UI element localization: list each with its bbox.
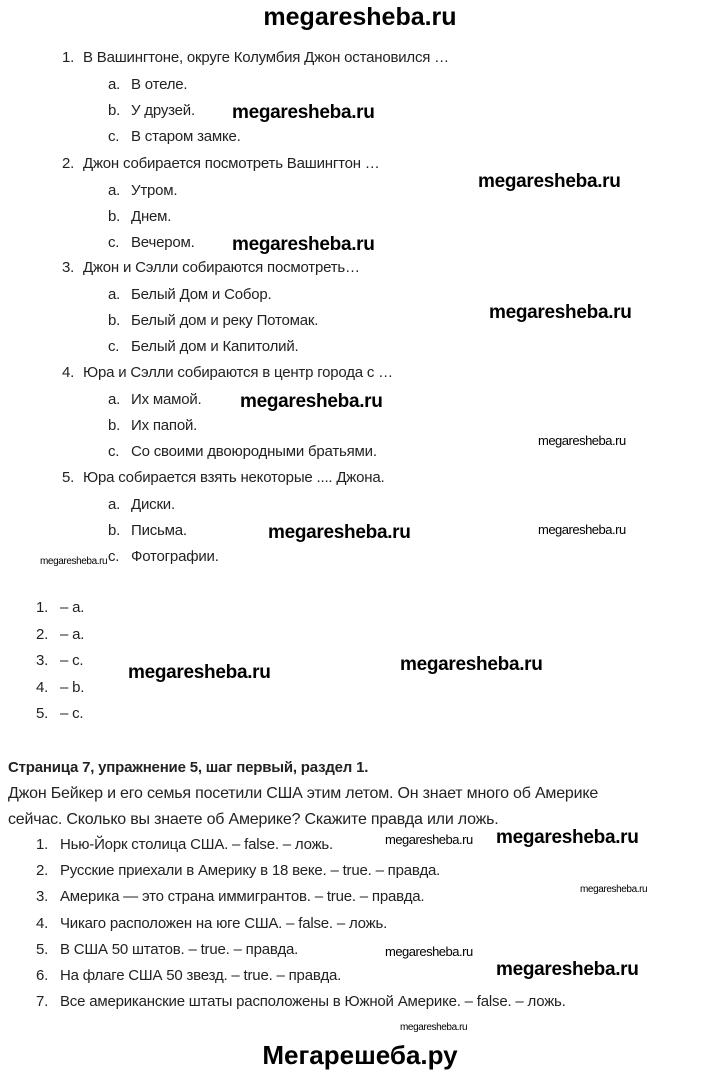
item-number: 6. bbox=[36, 967, 49, 984]
question-text: Юра собирается взять некоторые .... Джона. bbox=[83, 469, 385, 486]
option-letter: a. bbox=[108, 182, 121, 199]
answer-number: 4. bbox=[36, 678, 49, 696]
watermark-text: megaresheba.ru bbox=[538, 522, 626, 537]
option-text: Их мамой. bbox=[131, 391, 202, 408]
watermark-text: megaresheba.ru bbox=[538, 433, 626, 448]
option-text: Белый дом и Капитолий. bbox=[131, 338, 299, 355]
answer-text: – b. bbox=[60, 678, 85, 696]
answer-text: – a. bbox=[60, 599, 85, 616]
item-number: 5. bbox=[36, 940, 49, 958]
option-letter: b. bbox=[108, 208, 121, 225]
answer-text: – a. bbox=[60, 625, 85, 643]
watermark-text: megaresheba.ru bbox=[489, 302, 632, 323]
option-letter: c. bbox=[108, 548, 120, 565]
question-number: 5. bbox=[62, 469, 75, 486]
watermark-text: megaresheba.ru bbox=[40, 556, 108, 567]
option-text: Их папой. bbox=[131, 417, 198, 434]
option-text: Со своими двоюродными братьями. bbox=[131, 443, 377, 460]
question-text: Джон собирается посмотреть Вашингтон … bbox=[83, 155, 380, 172]
section-paragraph-line2: сейчас. Сколько вы знаете об Америке? Скажите правда или ложь. bbox=[8, 811, 499, 828]
watermark-text: megaresheba.ru bbox=[580, 884, 648, 895]
watermark-text: megaresheba.ru bbox=[496, 827, 639, 848]
option-text: Письма. bbox=[131, 522, 187, 539]
header-watermark: megaresheba.ru bbox=[263, 3, 457, 31]
watermark-text: megaresheba.ru bbox=[268, 522, 411, 543]
answer-number: 1. bbox=[36, 599, 49, 616]
option-letter: a. bbox=[108, 391, 121, 408]
answer-number: 2. bbox=[36, 625, 49, 643]
question-text: В Вашингтоне, округе Колумбия Джон остановился … bbox=[83, 49, 449, 66]
option-letter: b. bbox=[108, 102, 121, 119]
watermark-text: megaresheba.ru bbox=[232, 234, 375, 255]
option-letter: a. bbox=[108, 496, 121, 513]
watermark-text: megaresheba.ru bbox=[385, 832, 473, 847]
option-text: Диски. bbox=[131, 496, 175, 513]
option-letter: c. bbox=[108, 234, 120, 251]
option-text: Белый Дом и Собор. bbox=[131, 286, 272, 303]
question-number: 1. bbox=[62, 49, 75, 66]
item-text: Нью-Йорк столица США. – false. – ложь. bbox=[60, 836, 334, 853]
option-text: Вечером. bbox=[131, 234, 195, 251]
option-letter: b. bbox=[108, 312, 121, 329]
answer-text: – c. bbox=[60, 652, 84, 669]
option-text: У друзей. bbox=[131, 102, 195, 119]
item-text: Америка — это страна иммигрантов. – true. – правда. bbox=[60, 888, 425, 906]
option-text: Утром. bbox=[131, 182, 178, 199]
option-letter: a. bbox=[108, 76, 121, 93]
question-text: Джон и Сэлли собираются посмотреть… bbox=[83, 259, 360, 276]
item-text: Все американские штаты расположены в Южной Америке. – false. – ложь. bbox=[60, 993, 566, 1011]
item-number: 4. bbox=[36, 914, 49, 932]
item-number: 7. bbox=[36, 993, 49, 1011]
item-number: 2. bbox=[36, 862, 49, 880]
watermark-text: megaresheba.ru bbox=[240, 391, 383, 412]
item-text: В США 50 штатов. – true. – правда. bbox=[60, 940, 299, 958]
watermark-text: megaresheba.ru bbox=[400, 654, 543, 675]
question-number: 2. bbox=[62, 155, 75, 172]
watermark-text: megaresheba.ru bbox=[128, 662, 271, 683]
item-text: На флаге США 50 звезд. – true. – правда. bbox=[60, 967, 342, 984]
question-number: 4. bbox=[62, 364, 75, 381]
option-letter: b. bbox=[108, 522, 121, 539]
option-text: В отеле. bbox=[131, 76, 188, 93]
option-text: Белый дом и реку Потомак. bbox=[131, 312, 319, 329]
item-text: Русские приехали в Америку в 18 веке. – true. – правда. bbox=[60, 862, 441, 880]
answer-number: 3. bbox=[36, 652, 49, 669]
answer-text: – c. bbox=[60, 705, 84, 722]
answer-number: 5. bbox=[36, 705, 49, 722]
item-number: 1. bbox=[36, 836, 49, 853]
item-text: Чикаго расположен на юге США. – false. – ложь. bbox=[60, 914, 388, 932]
section-paragraph-line1: Джон Бейкер и его семья посетили США этим летом. Он знает много об Америке bbox=[8, 785, 599, 802]
question-number: 3. bbox=[62, 259, 75, 276]
option-text: В старом замке. bbox=[131, 128, 241, 145]
option-letter: c. bbox=[108, 443, 120, 460]
question-text: Юра и Сэлли собираются в центр города с … bbox=[83, 364, 393, 381]
option-letter: c. bbox=[108, 128, 120, 145]
watermark-text: megaresheba.ru bbox=[496, 959, 639, 980]
item-number: 3. bbox=[36, 888, 49, 906]
watermark-text: megaresheba.ru bbox=[232, 102, 375, 123]
option-text: Фотографии. bbox=[131, 548, 219, 565]
option-text: Днем. bbox=[131, 208, 172, 225]
option-letter: b. bbox=[108, 417, 121, 434]
watermark-text: megaresheba.ru bbox=[385, 944, 473, 959]
watermark-text: megaresheba.ru bbox=[400, 1022, 468, 1033]
option-letter: a. bbox=[108, 286, 121, 303]
watermark-text: megaresheba.ru bbox=[478, 171, 621, 192]
option-letter: c. bbox=[108, 338, 120, 355]
section-heading: Страница 7, упражнение 5, шаг первый, раздел 1. bbox=[8, 759, 369, 776]
footer-watermark: Мегарешеба.ру bbox=[262, 1040, 458, 1070]
